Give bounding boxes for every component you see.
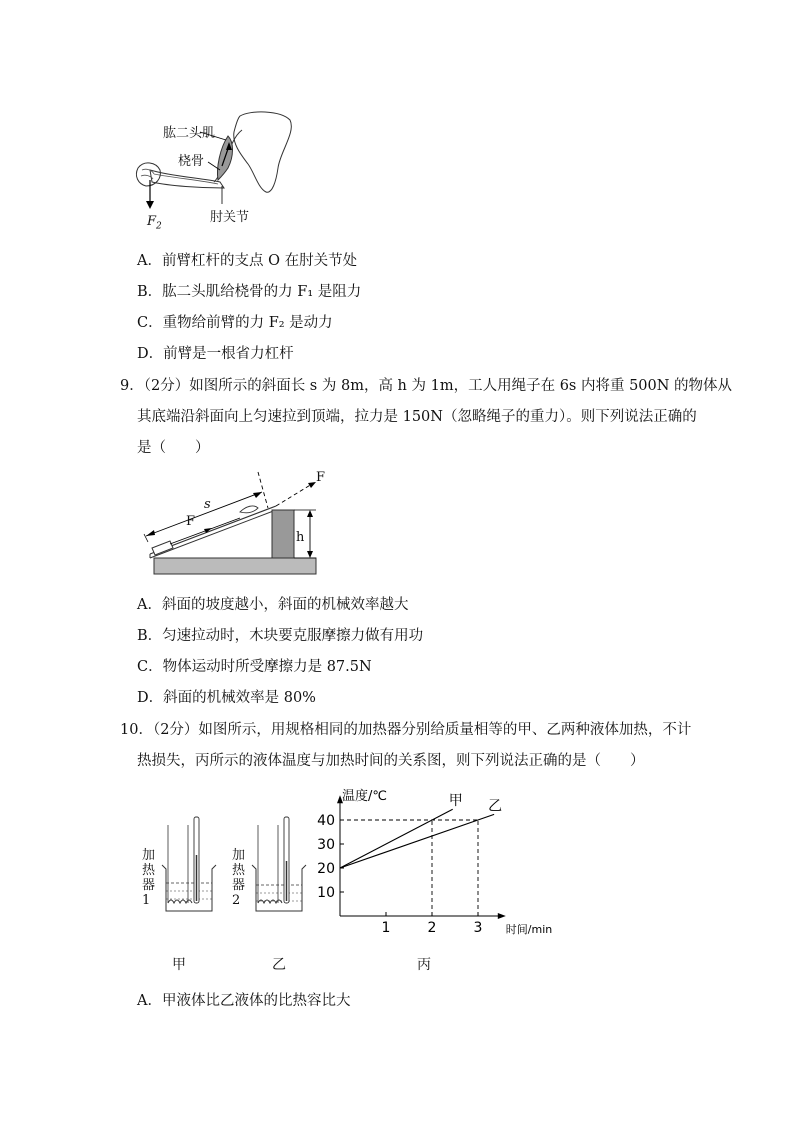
q9-option-a: A．斜面的坡度越小，斜面的机械效率越大 [137, 597, 409, 613]
x-tick-label: 2 [427, 920, 437, 936]
beaker-yi [248, 815, 308, 915]
q10-stem-line-2: 热损失，丙所示的液体温度与加热时间的关系图，则下列说法正确的是（ ） [137, 753, 645, 769]
series-line-yi [340, 814, 494, 868]
label-biceps: 肱二头肌 [163, 126, 216, 141]
y-tick-label: 20 [317, 861, 335, 877]
beaker-jia [158, 815, 218, 915]
x-tick-label: 1 [381, 920, 391, 936]
q8-option-c: C．重物给前臂的力 F₂ 是动力 [137, 315, 333, 331]
series-line-jia [340, 809, 453, 868]
temperature-chart [310, 782, 560, 942]
q10-option-a: A．甲液体比乙液体的比热容比大 [137, 993, 351, 1009]
y-tick-label: 10 [317, 885, 335, 901]
beaker-jia-drawing [158, 815, 218, 915]
q10-stem-line-1: 10．（2分）如图所示，用规格相同的加热器分别给质量相等的甲、乙两种液体加热，不计 [120, 722, 692, 738]
label-elbow: 肘关节 [210, 210, 250, 225]
beaker-jia-label: 加 热 器 1 [142, 848, 156, 908]
caption-jia: 甲 [172, 957, 186, 973]
caption-bing: 丙 [417, 957, 431, 973]
q9-option-d: D．斜面的机械效率是 80% [137, 690, 316, 706]
q9-stem-line-1: 9．（2分）如图所示的斜面长 s 为 8m，高 h 为 1m，工人用绳子在 6s 内将重 500N 的物体从 [120, 378, 733, 394]
beaker-yi-label: 加 热 器 2 [232, 848, 246, 908]
caption-yi: 乙 [272, 957, 286, 973]
q8-option-b: B．肱二头肌给桡骨的力 F₁ 是阻力 [137, 284, 362, 300]
temperature-chart-svg [310, 782, 560, 942]
q9-stem-line-3: 是（ ） [137, 440, 210, 456]
incline-figure [140, 462, 340, 580]
incline-label-f-arrow: F [316, 470, 326, 485]
label-radius: 桡骨 [178, 154, 205, 169]
incline-label-f: F [186, 514, 196, 529]
q8-option-a: A．前臂杠杆的支点 O 在肘关节处 [137, 253, 358, 269]
y-tick-label: 40 [317, 813, 335, 829]
incline-illustration [140, 462, 340, 580]
x-tick-label: 3 [473, 920, 483, 936]
q9-stem-line-2: 其底端沿斜面向上匀速拉到顶端，拉力是 150N（忽略绳子的重力）。则下列说法正确的 [137, 409, 697, 425]
x-axis-arrow [498, 913, 506, 919]
beaker-yi-drawing [248, 815, 308, 915]
incline-label-h: h [296, 530, 305, 545]
series-label-yi: 乙 [488, 798, 503, 815]
series-label-jia: 甲 [448, 793, 463, 810]
incline-label-s: s [204, 497, 211, 512]
q9-option-c: C．物体运动时所受摩擦力是 87.5N [137, 659, 372, 675]
x-axis-label: 时间/min [505, 923, 553, 936]
q9-option-b: B．匀速拉动时，木块要克服摩擦力做有用功 [137, 628, 424, 644]
y-tick-label: 30 [317, 837, 335, 853]
q8-option-d: D．前臂是一根省力杠杆 [137, 346, 294, 362]
label-f2: $F_2$ [147, 214, 162, 232]
y-axis-label: 温度/℃ [342, 789, 387, 804]
